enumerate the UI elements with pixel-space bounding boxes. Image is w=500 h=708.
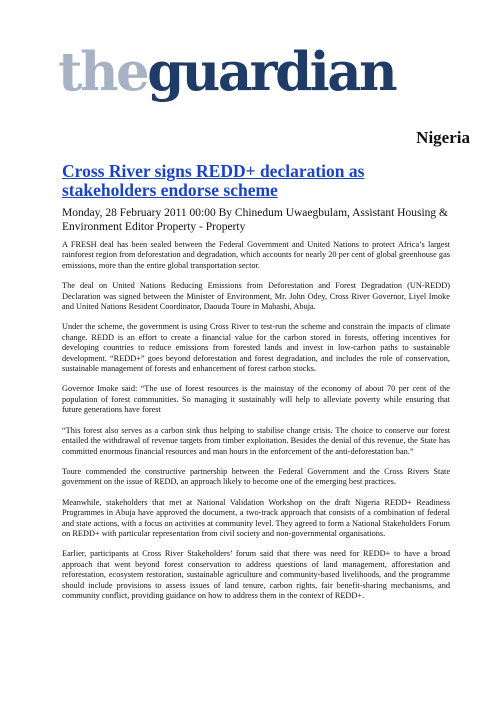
article-paragraph: Governor Imoke said: “The use of forest resources is the mainstay of the economy of about 70 per cent of the population of forest communities. So managing it sustainably will help to alleviate poverty while ensuring that future generations have forest <box>62 384 450 415</box>
section-label: Nigeria <box>416 128 470 147</box>
article-paragraph: Earlier, participants at Cross River Stakeholders’ forum said that there was need for REDD+ to have a broad approach that went beyond forest conservation to address questions of land management, afforestation and reforestation, ecosystem restoration, sustainable agriculture and community-based livelihoods, and the programme should include provisions to assess issues of land tenure, carbon rights, fair benefit-sharing mechanisms, and community conflict, providing guidance on how to address them in the context of REDD+. <box>62 549 450 600</box>
article-paragraph: “This forest also serves as a carbon sink thus helping to stabilise change crisis. The choice to conserve our forest entailed the withdrawal of revenue targets from timber exploitation. Besides the denial of this revenue, the State has committed enormous financial resources and man hours in the enforcement of the anti-deforestation ban.” <box>62 425 450 456</box>
article-paragraph: Toure commended the constructive partnership between the Federal Government and the Cross Rivers State government on the issue of REDD, an approach likely to become one of the emerging best practices. <box>62 466 450 487</box>
article-paragraph: A FRESH deal has been sealed between the Federal Government and United Nations to protect Africa’s largest rainforest region from deforestation and degradation, which accounts for nearly 20 per cent of global greenhouse gas emissions, more than the entire global transportation sector. <box>62 240 450 270</box>
logo-guardian: guardian <box>147 41 396 103</box>
article-body <box>62 240 450 611</box>
article-paragraph: Meanwhile, stakeholders that met at National Validation Workshop on the draft Nigeria REDD+ Readiness Programmes in Abuja have approved the document, a two-track approach that consists of a combination of federal and state actions, with a focus on activities at community level. They agreed to form a National Stakeholders Forum on REDD+ with particular representation from civil society and non-governmental organisations. <box>62 497 450 538</box>
article-paragraph: The deal on United Nations Reducing Emissions from Deforestation and Forest Degradation (UN-REDD) Declaration was signed between the Minister of Environment, Mr. John Odey, Cross River Governor, Liyel Imoke and United Nations Resident Coordinator, Daouda Toure in Mabashi, Abuja. <box>62 281 450 312</box>
article-paragraph: Under the scheme, the government is using Cross River to test-run the scheme and constrain the impacts of climate change. REDD is an effort to create a financial value for the carbon stored in forests, offering incentives for developing countries to reduce emissions from forested lands and invest in low-carbon paths to sustainable development. “REDD+” goes beyond deforestation and forest degradation, and includes the role of conservation, sustainable management of forests and enhancement of forest carbon stocks. <box>62 322 450 374</box>
guardian-logo <box>58 41 396 103</box>
article-byline: Monday, 28 February 2011 00:00 By Chinedum Uwaegbulam, Assistant Housing & Environment Editor Property - Property <box>62 207 448 233</box>
article-headline[interactable]: Cross River signs REDD+ declaration as stakeholders endorse scheme <box>62 161 365 200</box>
logo-the: the <box>58 41 148 103</box>
